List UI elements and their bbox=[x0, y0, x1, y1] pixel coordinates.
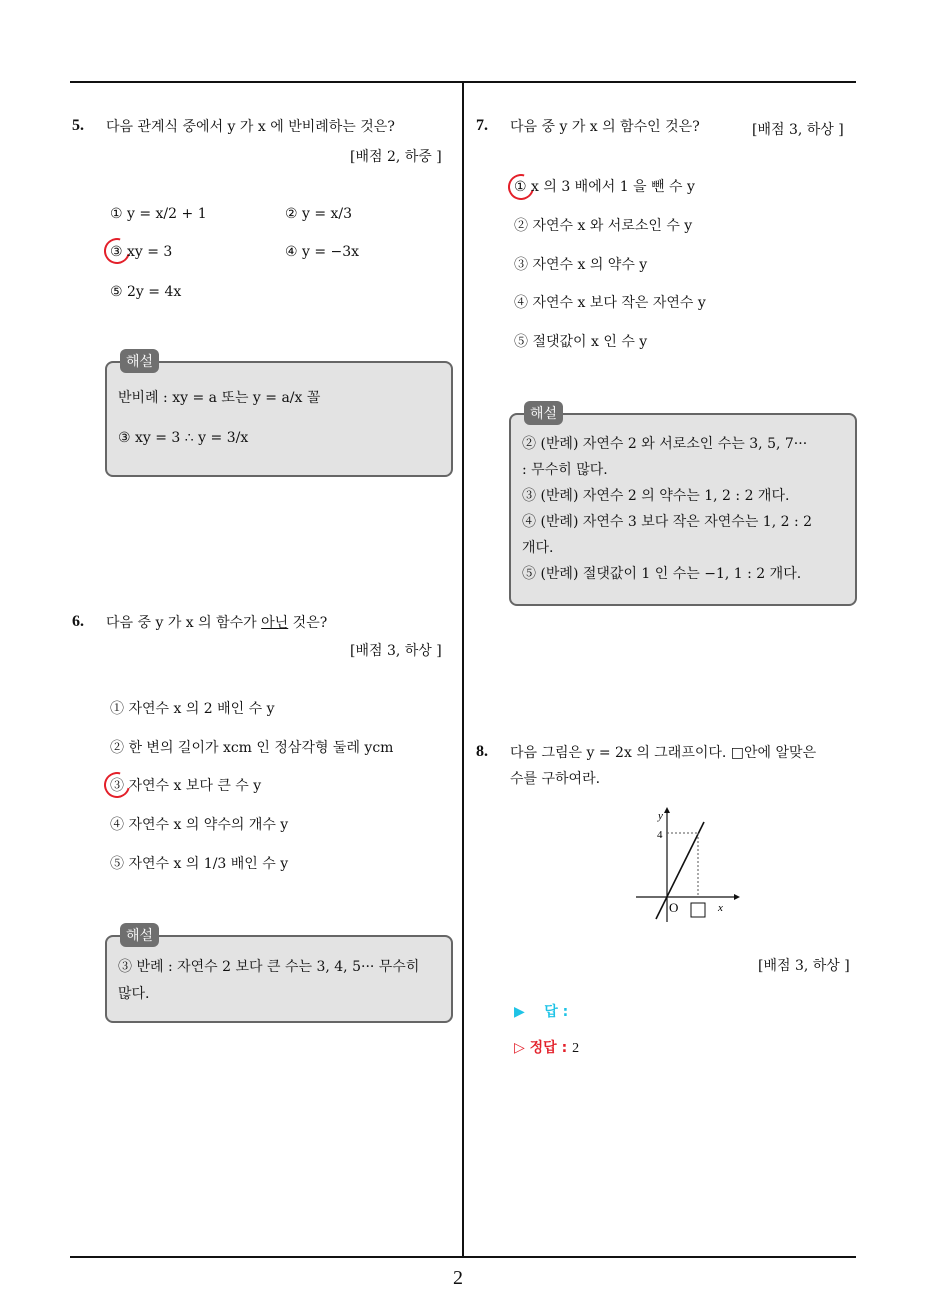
play-outline-icon: ▷ bbox=[514, 1040, 525, 1056]
q8-question-line-1: 다음 그림은 y = 2x 의 그래프이다. □안에 알맞은 bbox=[510, 745, 817, 761]
graph-y-tick-4: 4 bbox=[657, 829, 663, 841]
q6-points: [배점 3, 하상 ] bbox=[350, 643, 442, 659]
q5-number: 5. bbox=[72, 117, 84, 134]
graph-y-label: y bbox=[658, 810, 663, 822]
bottom-rule bbox=[70, 1256, 856, 1258]
page-number: 2 bbox=[453, 1267, 463, 1289]
q7-option-4[interactable]: ④ 자연수 x 보다 작은 자연수 y bbox=[514, 295, 706, 311]
graph-origin-label: O bbox=[669, 900, 679, 915]
q5-solution-tag: 해설 bbox=[120, 349, 159, 373]
q6-solution-line-2: 많다. bbox=[118, 986, 150, 1002]
q7-option-1[interactable]: ① x 의 3 배에서 1 을 뺀 수 y bbox=[514, 179, 695, 195]
q8-correct-value: 2 bbox=[572, 1041, 580, 1056]
play-filled-icon: ▶ bbox=[514, 1004, 525, 1020]
q5-option-2[interactable]: ② y = x/3 bbox=[285, 206, 353, 222]
graph-answer-box bbox=[691, 903, 705, 917]
graph-y-arrow bbox=[664, 807, 670, 813]
q8-number: 8. bbox=[476, 743, 488, 760]
q6-number: 6. bbox=[72, 613, 84, 630]
q7-points: [배점 3, 하상 ] bbox=[752, 122, 844, 138]
q5-option-5[interactable]: ⑤ 2y = 4x bbox=[110, 284, 182, 300]
graph-x-label: x bbox=[718, 902, 723, 914]
q8-correct-label: ▷ 정답 : 2 bbox=[514, 1040, 580, 1056]
q8-question-line-2: 수를 구하여라. bbox=[510, 771, 601, 787]
q6-option-5[interactable]: ⑤ 자연수 x 의 1/3 배인 수 y bbox=[110, 856, 289, 872]
q6-underlined-word: 아닌 bbox=[261, 615, 289, 631]
graph-line-y-2x bbox=[656, 822, 704, 919]
q5-solution-line-2: ③ xy = 3 ∴ y = 3/x bbox=[118, 430, 249, 446]
q5-option-3[interactable]: ③ xy = 3 bbox=[110, 244, 173, 260]
q7-solution-line-3: ③ (반례) 자연수 2 의 약수는 1, 2 : 2 개다. bbox=[522, 488, 790, 504]
q7-solution-line-5: 개다. bbox=[522, 540, 554, 556]
q5-solution-box bbox=[105, 361, 453, 477]
q7-option-5[interactable]: ⑤ 절댓값이 x 인 수 y bbox=[514, 334, 648, 350]
q7-solution-line-1: ② (반례) 자연수 2 와 서로소인 수는 3, 5, 7··· bbox=[522, 436, 808, 452]
q7-number: 7. bbox=[476, 117, 488, 134]
q5-option-1[interactable]: ① y = x/2 + 1 bbox=[110, 206, 207, 222]
q6-solution-box bbox=[105, 935, 453, 1023]
q7-question: 다음 중 y 가 x 의 함수인 것은? bbox=[510, 119, 700, 135]
q7-solution-line-4: ④ (반례) 자연수 3 보다 작은 자연수는 1, 2 : 2 bbox=[522, 514, 813, 530]
q6-option-3[interactable]: ③ 자연수 x 보다 큰 수 y bbox=[110, 778, 262, 794]
q7-solution-line-6: ⑤ (반례) 절댓값이 1 인 수는 −1, 1 : 2 개다. bbox=[522, 566, 802, 582]
q8-points: [배점 3, 하상 ] bbox=[758, 958, 850, 974]
q8-answer-label: ▶ 답 : bbox=[514, 1004, 569, 1020]
q6-option-4[interactable]: ④ 자연수 x 의 약수의 개수 y bbox=[110, 817, 289, 833]
q5-points: [배점 2, 하중 ] bbox=[350, 149, 442, 165]
graph-x-arrow bbox=[734, 894, 740, 900]
q6-option-2[interactable]: ② 한 변의 길이가 xcm 인 정삼각형 둘레 ycm bbox=[110, 740, 394, 756]
q6-question: 다음 중 y 가 x 의 함수가 아닌 것은? bbox=[106, 615, 328, 631]
q5-option-4[interactable]: ④ y = −3x bbox=[285, 244, 360, 260]
q7-option-3[interactable]: ③ 자연수 x 의 약수 y bbox=[514, 257, 648, 273]
q6-solution-line-1: ③ 반례 : 자연수 2 보다 큰 수는 3, 4, 5··· 무수히 bbox=[118, 959, 420, 975]
q5-question: 다음 관계식 중에서 y 가 x 에 반비례하는 것은? bbox=[106, 119, 395, 135]
column-divider bbox=[462, 82, 464, 1258]
q7-solution-line-2: : 무수히 많다. bbox=[522, 462, 608, 478]
q8-graph bbox=[630, 805, 740, 925]
q5-solution-line-1: 반비례 : xy = a 또는 y = a/x 꼴 bbox=[118, 390, 321, 406]
q6-option-1[interactable]: ① 자연수 x 의 2 배인 수 y bbox=[110, 701, 275, 717]
q6-solution-tag: 해설 bbox=[120, 923, 159, 947]
q7-option-2[interactable]: ② 자연수 x 와 서로소인 수 y bbox=[514, 218, 693, 234]
q7-solution-tag: 해설 bbox=[524, 401, 563, 425]
